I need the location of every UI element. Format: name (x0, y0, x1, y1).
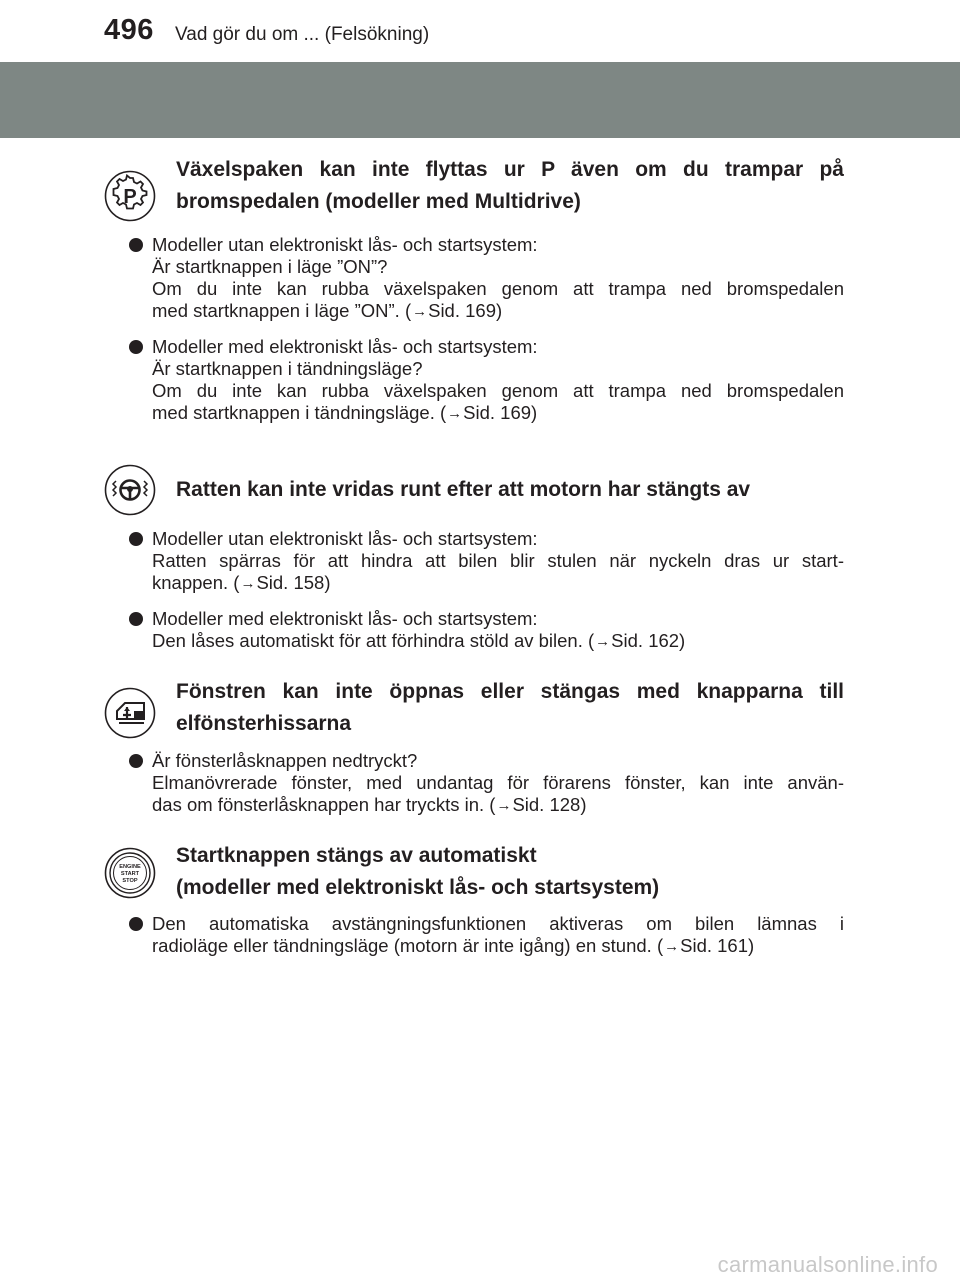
page-reference: Sid. 158) (256, 572, 331, 593)
list-item (129, 608, 844, 653)
title-line: elfönsterhissarna (176, 712, 352, 735)
list-item (129, 234, 844, 323)
arrow-right-icon: → (595, 633, 611, 650)
title-line: Ratten kan inte vridas runt efter att motorn har stängts av (176, 478, 751, 501)
list-item (129, 528, 844, 595)
title-line: Fönstren kan inte öppnas eller stängas med knapparna till (176, 680, 844, 703)
text-line: Den låses automatiskt för att förhindra stöld av bilen. ( (152, 630, 595, 651)
text-line: med startknappen i läge ”ON”. ( (152, 300, 412, 321)
bullet (129, 340, 143, 354)
bullet (129, 238, 143, 252)
bullet (129, 917, 143, 931)
page-reference: Sid. 169) (428, 300, 503, 321)
power-window-icon (104, 687, 156, 739)
engine-start-stop-icon (104, 847, 156, 899)
section-shift-lever (104, 152, 844, 442)
arrow-right-icon: → (412, 303, 428, 320)
arrow-right-icon: → (240, 575, 256, 592)
chapter-title: Vad gör du om ... (Felsökning) (175, 24, 430, 45)
page-header (0, 0, 960, 62)
watermark: carmanualsonline.info (717, 1252, 938, 1277)
text-line: Ratten spärras för att hindra att bilen blir stulen när nyckeln dras ur start- (152, 550, 844, 571)
title-line: bromspedalen (modeller med Multidrive) (176, 190, 581, 213)
page-number: 496 (104, 14, 154, 46)
text-line: Elmanövrerade fönster, med undantag för förarens fönster, kan inte använ- (152, 772, 844, 793)
arrow-right-icon: → (447, 405, 463, 422)
text-line: med startknappen i tändningsläge. ( (152, 402, 447, 423)
svg-text:P: P (123, 186, 137, 208)
page-reference: Sid. 161) (680, 935, 755, 956)
text-line: Om du inte kan rubba växelspaken genom att trampa ned bromspedalen (152, 380, 844, 401)
text-line: Modeller utan elektroniskt lås- och startsystem: (152, 528, 538, 549)
bullet (129, 612, 143, 626)
title-line: (modeller med elektroniskt lås- och startsystem) (176, 876, 660, 899)
header-band (0, 62, 960, 138)
bullet (129, 754, 143, 768)
text-line: knappen. ( (152, 572, 240, 593)
list-item (129, 750, 844, 817)
steering-lock-icon (104, 464, 156, 516)
text-line: Är startknappen i läge ”ON”? (152, 256, 388, 277)
icon-label: STOP (122, 878, 138, 884)
icon-label: START (120, 871, 140, 877)
section-start-button (104, 838, 844, 978)
text-line: radioläge eller tändningsläge (motorn är inte igång) en stund. ( (152, 935, 664, 956)
text-line: Modeller med elektroniskt lås- och startsystem: (152, 336, 538, 357)
arrow-right-icon: → (496, 797, 512, 814)
list-item (129, 336, 844, 425)
page-reference: Sid. 162) (611, 630, 686, 651)
page-reference: Sid. 128) (512, 794, 587, 815)
bullet (129, 532, 143, 546)
text-line: Modeller med elektroniskt lås- och startsystem: (152, 608, 538, 629)
section-title (176, 154, 844, 218)
text-line: Modeller utan elektroniskt lås- och startsystem: (152, 234, 538, 255)
page-reference: Sid. 169) (463, 402, 538, 423)
text-line: Den automatiska avstängningsfunktionen aktiveras om bilen lämnas i (152, 913, 844, 934)
section-steering-lock (104, 464, 844, 664)
text-line: das om fönsterlåsknappen har tryckts in. ( (152, 794, 496, 815)
icon-label: ENGINE (119, 864, 141, 870)
text-line: Är fönsterlåsknappen nedtryckt? (152, 750, 418, 771)
arrow-right-icon: → (664, 938, 680, 955)
section-title (176, 474, 844, 506)
title-line: Startknappen stängs av automatiskt (176, 844, 537, 867)
title-line: Växelspaken kan inte flyttas ur P även om du trampar på (176, 158, 844, 181)
section-title (176, 840, 844, 904)
section-title (176, 676, 844, 740)
text-line: Om du inte kan rubba växelspaken genom att trampa ned bromspedalen (152, 278, 844, 299)
shift-lever-p-icon (104, 170, 156, 222)
text-line: Är startknappen i tändningsläge? (152, 358, 423, 379)
list-item (129, 913, 844, 958)
section-power-windows (104, 676, 844, 826)
